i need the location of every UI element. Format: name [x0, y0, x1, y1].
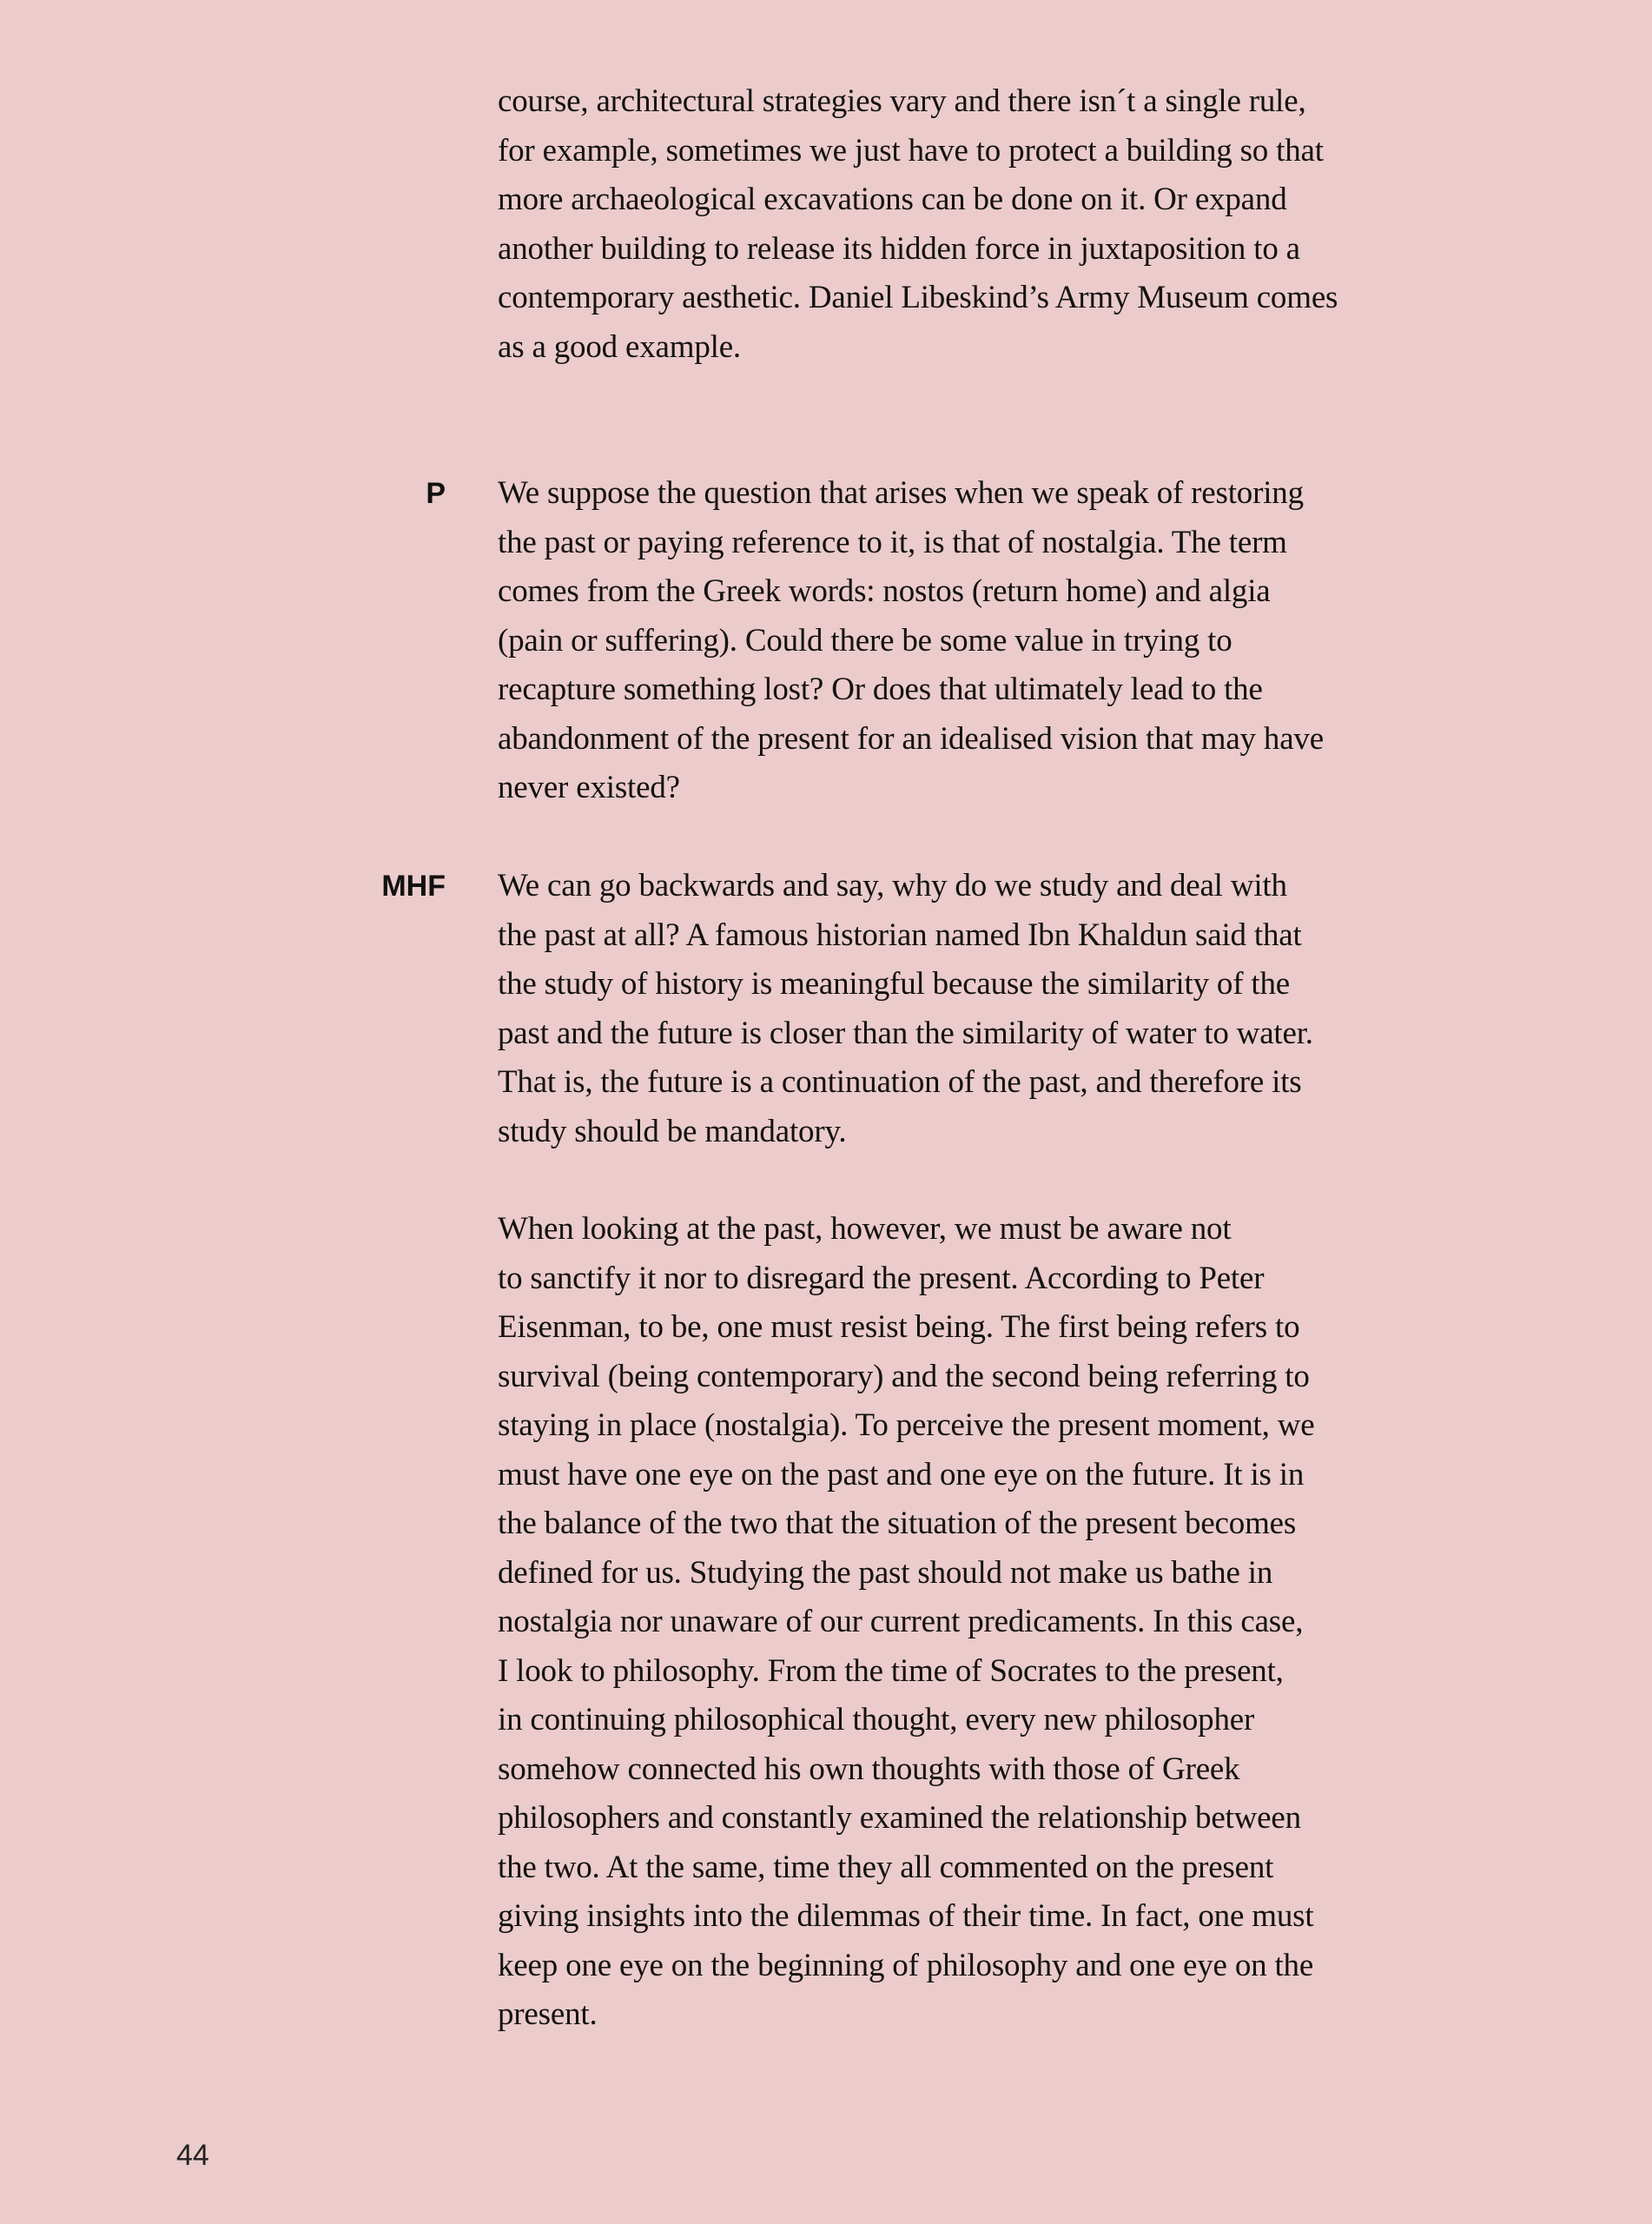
text-line: in continuing philosophical thought, every new philosopher: [498, 1702, 1255, 1738]
speaker-label-p: P: [426, 477, 446, 510]
text-line: for example, sometimes we just have to protect a building so that: [498, 132, 1324, 169]
speaker-label-mhf: MHF: [381, 870, 446, 903]
paragraph-continuation: [498, 77, 1444, 372]
text-line: the past or paying reference to it, is that of nostalgia. The term: [498, 524, 1287, 560]
text-line: (pain or suffering). Could there be some value in trying to: [498, 622, 1232, 659]
text-line: course, architectural strategies vary and there isn´t a single rule,: [498, 83, 1306, 119]
text-line: the balance of the two that the situation of the present becomes: [498, 1506, 1297, 1541]
paragraph-mhf-answer: [498, 862, 1444, 1156]
text-line: staying in place (nostalgia). To perceive the present moment, we: [498, 1407, 1315, 1443]
text-line: abandonment of the present for an idealised vision that may have: [498, 720, 1324, 757]
text-line: contemporary aesthetic. Daniel Libeskind’s Army Museum comes: [498, 280, 1338, 315]
page-number: 44: [176, 2139, 209, 2172]
text-line: as a good example.: [498, 328, 741, 365]
text-line: We can go backwards and say, why do we study and deal with: [498, 868, 1287, 904]
text-line: We suppose the question that arises when we speak of restoring: [498, 475, 1304, 511]
text-line: survival (being contemporary) and the second being referring to: [498, 1358, 1310, 1394]
text-line: When looking at the past, however, we must be aware not: [498, 1211, 1232, 1247]
text-line: somehow connected his own thoughts with those of Greek: [498, 1751, 1240, 1787]
text-line: keep one eye on the beginning of philosophy and one eye on the: [498, 1947, 1314, 1983]
text-line: the past at all? A famous historian named Ibn Khaldun said that: [498, 917, 1302, 953]
text-line: defined for us. Studying the past should not make us bathe in: [498, 1554, 1273, 1591]
text-line: to sanctify it nor to disregard the present. According to Peter: [498, 1260, 1265, 1296]
text-line: That is, the future is a continuation of the past, and therefore its: [498, 1064, 1302, 1100]
text-line: study should be mandatory.: [498, 1113, 847, 1149]
text-line: past and the future is closer than the similarity of water to water.: [498, 1015, 1313, 1051]
text-line: I look to philosophy. From the time of Socrates to the present,: [498, 1652, 1284, 1689]
text-line: the two. At the same, time they all commented on the present: [498, 1849, 1274, 1885]
text-line: Eisenman, to be, one must resist being. The first being refers to: [498, 1309, 1300, 1345]
text-line: present.: [498, 1996, 598, 2032]
text-line: nostalgia nor unaware of our current predicaments. In this case,: [498, 1604, 1304, 1639]
paragraph-p-question: [498, 469, 1444, 813]
text-line: comes from the Greek words: nostos (return home) and algia: [498, 573, 1271, 609]
text-line: more archaeological excavations can be done on it. Or expand: [498, 182, 1287, 217]
text-line: must have one eye on the past and one eye on the future. It is in: [498, 1456, 1305, 1493]
paragraph-mhf-continued: [498, 1205, 1444, 2040]
text-line: the study of history is meaningful because the similarity of the: [498, 966, 1291, 1002]
text-line: never existed?: [498, 770, 680, 805]
text-line: giving insights into the dilemmas of their time. In fact, one must: [498, 1898, 1314, 1934]
text-line: another building to release its hidden force in juxtaposition to a: [498, 230, 1300, 267]
text-line: recapture something lost? Or does that ultimately lead to the: [498, 672, 1263, 707]
text-line: philosophers and constantly examined the relationship between: [498, 1800, 1301, 1836]
